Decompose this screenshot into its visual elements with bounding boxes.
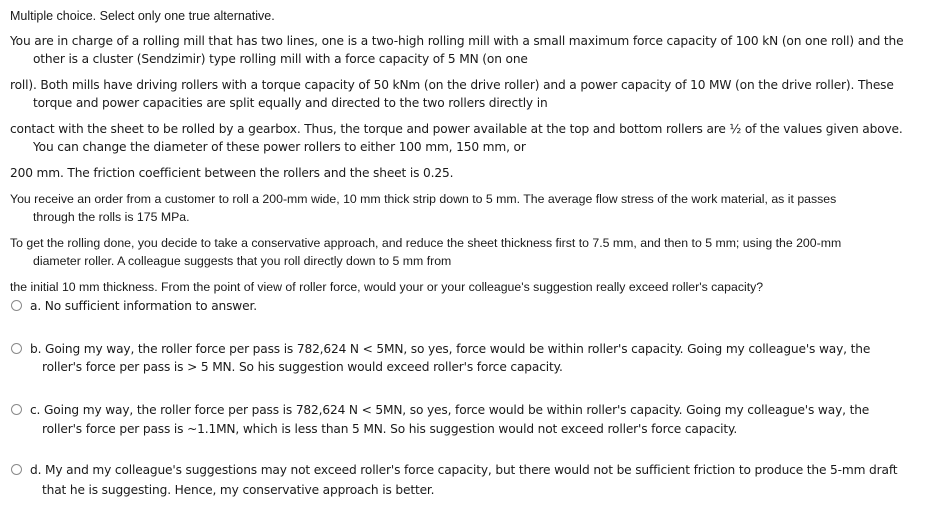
radio-button-a[interactable]: [11, 300, 22, 311]
question-text-line: contact with the sheet to be rolled by a gearbox. Thus, the torque and power available at the top and bottom rollers are ½ of the values given above.: [10, 122, 903, 136]
question-instruction: Multiple choice. Select only one true alternative.: [10, 9, 275, 23]
question-text-line: diameter roller. A colleague suggests that you roll directly down to 5 mm from: [33, 254, 452, 268]
option-d-label-cont: that he is suggesting. Hence, my conservative approach is better.: [42, 483, 435, 497]
radio-button-d[interactable]: [11, 464, 22, 475]
question-text-line: You can change the diameter of these power rollers to either 100 mm, 150 mm, or: [33, 140, 526, 154]
question-text-line: through the rolls is 175 MPa.: [33, 210, 190, 224]
option-c-label: c. Going my way, the roller force per pass is 782,624 N < 5MN, so yes, force would be within roller's capacity. Going my colleague's way, the: [30, 403, 870, 417]
question-text-line: You are in charge of a rolling mill that has two lines, one is a two-high rolling mill with a small maximum force capacity of 100 kN (on one roll) and the: [10, 34, 904, 48]
question-text-line: the initial 10 mm thickness. From the point of view of roller force, would your or your colleague's suggestion really exceed roller's capacity?: [10, 280, 764, 294]
radio-button-b[interactable]: [11, 343, 22, 354]
question-text-line: other is a cluster (Sendzimir) type rolling mill with a force capacity of 5 MN (on one: [33, 52, 528, 66]
option-a-label: a. No sufficient information to answer.: [30, 299, 257, 313]
option-b[interactable]: [11, 342, 911, 378]
option-b-label-cont: roller's force per pass is > 5 MN. So his suggestion would exceed roller's force capacity.: [42, 360, 563, 374]
option-d[interactable]: [11, 463, 911, 499]
option-c-label-cont: roller's force per pass is ~1.1MN, which is less than 5 MN. So his suggestion would not exceed roller's force capacity.: [42, 422, 738, 436]
option-c[interactable]: [11, 403, 911, 439]
question-text-line: You receive an order from a customer to roll a 200-mm wide, 10 mm thick strip down to 5 mm. The average flow stress of the work material, as it passes: [10, 192, 837, 206]
option-a[interactable]: [11, 299, 911, 317]
question-text-line: To get the rolling done, you decide to take a conservative approach, and reduce the sheet thickness first to 7.5 mm, and then to 5 mm; using the 200-mm: [10, 236, 842, 250]
option-d-label: d. My and my colleague's suggestions may not exceed roller's force capacity, but there would not be sufficient friction to produce the 5-mm draft: [30, 463, 898, 477]
option-b-label: b. Going my way, the roller force per pass is 782,624 N < 5MN, so yes, force would be within roller's capacity. Going my colleague's way, the: [30, 342, 871, 356]
question-text-line: torque and power capacities are split equally and directed to the two rollers directly in: [33, 96, 548, 110]
radio-button-c[interactable]: [11, 404, 22, 415]
question-text-line: 200 mm. The friction coefficient between the rollers and the sheet is 0.25.: [10, 166, 454, 180]
question-text-line: roll). Both mills have driving rollers with a torque capacity of 50 kNm (on the drive roller) and a power capacity of 10 MW (on the drive roller). These: [10, 78, 894, 92]
